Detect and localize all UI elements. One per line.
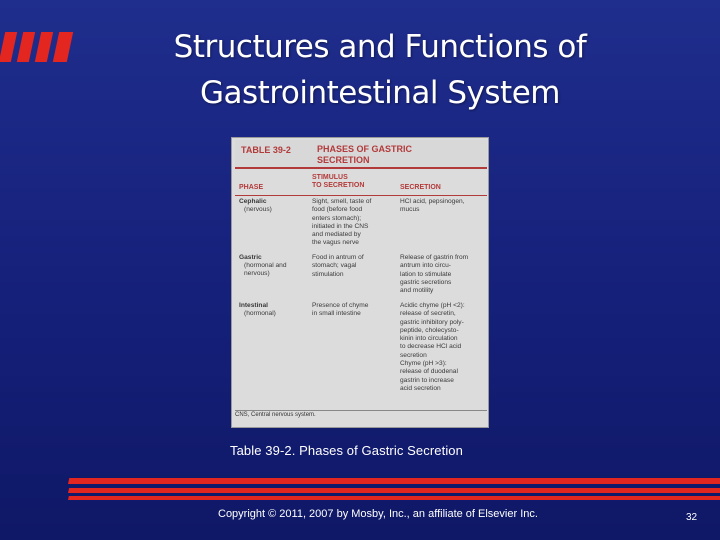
- row-2-secretion: Release of gastrin from antrum into circu- lation to stimulate gastric secretions and motility: [400, 254, 469, 295]
- slide-title: [120, 24, 640, 116]
- row-1-secretion: HCl acid, pepsinogen, mucus: [400, 198, 465, 214]
- col-header-phase: PHASE: [239, 184, 264, 191]
- row-2-stimulus: Food in antrum of stomach; vagal stimulation: [312, 254, 364, 278]
- row-3-phase-note: (hormonal): [244, 310, 276, 317]
- slide-title-line-2: Gastrointestinal System: [200, 75, 560, 111]
- col-header-stimulus: STIMULUS TO SECRETION: [312, 174, 365, 189]
- copyright-text: Copyright © 2011, 2007 by Mosby, Inc., an affiliate of Elsevier Inc.: [218, 508, 538, 520]
- page-number: 32: [686, 512, 698, 523]
- table-number: TABLE 39-2: [241, 145, 291, 155]
- col-header-secretion: SECRETION: [400, 184, 441, 191]
- logo-bar: [17, 32, 35, 62]
- header-rule: [235, 195, 487, 196]
- red-stripe: [68, 496, 720, 500]
- row-3-stimulus: Presence of chyme in small intestine: [312, 302, 369, 318]
- row-2-phase-note: (hormonal and nervous): [244, 262, 287, 278]
- logo-bar: [35, 32, 53, 62]
- table-footnote: CNS, Central nervous system.: [235, 412, 316, 418]
- table-title: PHASES OF GASTRIC SECRETION: [317, 144, 413, 165]
- row-2-phase: Gastric: [239, 254, 262, 261]
- logo-bars: [0, 32, 76, 62]
- phases-table-image: [231, 137, 489, 428]
- row-1-phase: Cephalic: [239, 198, 267, 205]
- row-1-stimulus: Sight, smell, taste of food (before food enters stomach); initiated in the CNS and mediated by the vagus nerve: [312, 198, 372, 247]
- logo-bar: [53, 32, 73, 62]
- logo-bar: [0, 32, 17, 62]
- table-header-bar: [235, 140, 487, 169]
- row-1-phase-note: (nervous): [244, 206, 272, 213]
- row-3-secretion: Acidic chyme (pH <2): release of secretin, gastric inhibitory poly- peptide, cholecysto- kinin into circulation to decrease HCl acid secretion Chyme (pH >3): release of duodenal gastrin to increase acid secretion: [400, 302, 465, 392]
- red-stripe: [68, 478, 720, 484]
- red-stripe: [68, 488, 720, 493]
- slide-title-line-1: Structures and Functions of: [173, 29, 587, 65]
- row-3-phase: Intestinal: [239, 302, 268, 309]
- table-caption: Table 39-2. Phases of Gastric Secretion: [230, 443, 463, 458]
